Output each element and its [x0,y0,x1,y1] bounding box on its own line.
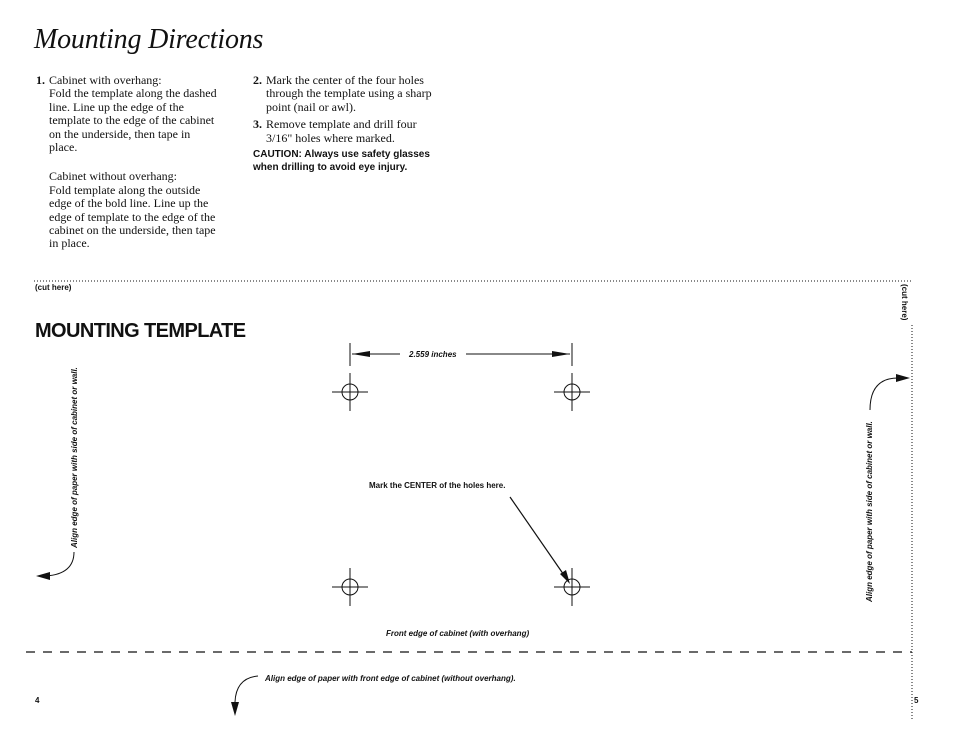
caution-line: CAUTION: Always use safety glasses [253,149,430,161]
step-2-line: Mark the center of the four holes [266,73,424,87]
page-number-left: 4 [35,696,40,705]
arrowhead-right-icon [552,351,570,357]
step-3-number: 3. [253,117,262,132]
step-1-line: on the underside, then tape in [49,126,191,141]
dimension-indicator [350,343,572,366]
page-number-right: 5 [914,696,919,705]
step-3-line: Remove template and drill four [266,117,417,132]
step-2-line: through the template using a sharp [266,86,432,101]
curved-arrow-right-icon [870,374,910,410]
curved-arrow-bottom-icon [231,676,258,716]
dimension-label: 2.559 inches [409,350,457,359]
align-left-label: Align edge of paper with side of cabinet or wall. [70,367,79,548]
hole-marker-top-left [332,373,368,411]
hole-marker-bottom-right [554,568,590,606]
step-1-alt-line: in place. [49,236,90,251]
step-1-line: line. Line up the edge of the [49,99,184,114]
step-1-alt-line: cabinet on the underside, then tape [49,223,216,238]
step-1-alt-line: edge of the bold line. Line up the [49,196,209,211]
arrowhead-left-icon [352,351,370,357]
step-1-line: Fold the template along the dashed [49,86,217,101]
cut-here-top-label: (cut here) [35,283,72,292]
pointer-arrow-icon [510,497,570,584]
step-2-line: point (nail or awl). [266,99,356,114]
step-1-heading: Cabinet with overhang: [49,73,162,87]
step-1-alt-line: Fold template along the outside [49,182,201,197]
hole-marker-top-right [554,373,590,411]
step-1-number: 1. [36,73,45,87]
align-right-label: Align edge of paper with side of cabinet or wall. [865,421,874,602]
step-1-line: template to the edge of the cabinet [49,113,215,128]
curved-arrow-left-icon [36,552,74,580]
cut-here-right-label: (cut here) [900,284,909,321]
page-title: Mounting Directions [34,24,264,55]
step-3-line: 3/16" holes where marked. [266,130,395,145]
step-1-alt-line: edge of template to the edge of the [49,209,216,224]
align-bottom-label: Align edge of paper with front edge of cabinet (without overhang). [265,674,516,683]
step-1-alt-heading: Cabinet without overhang: [49,169,177,184]
caution-line: when drilling to avoid eye injury. [253,162,408,174]
step-2-number: 2. [253,73,262,87]
mark-center-label: Mark the CENTER of the holes here. [369,481,506,490]
hole-marker-bottom-left [332,568,368,606]
step-1-line: place. [49,140,78,155]
front-edge-label: Front edge of cabinet (with overhang) [386,629,530,638]
template-heading: MOUNTING TEMPLATE [35,320,246,342]
